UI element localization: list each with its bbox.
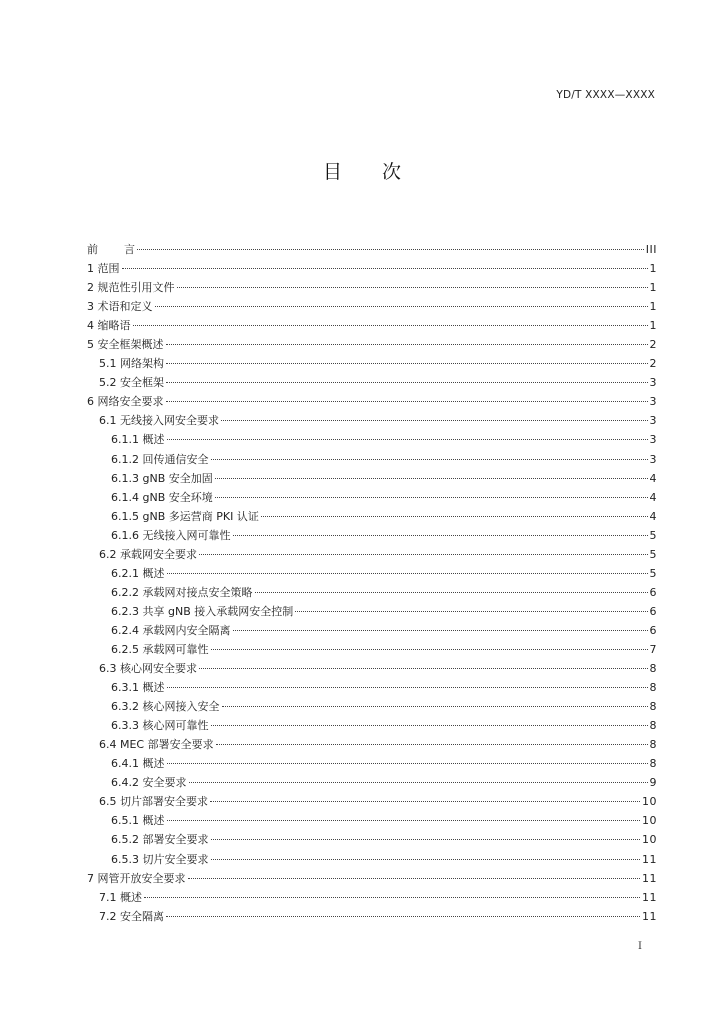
toc-entry[interactable] — [87, 564, 657, 583]
toc-dot-leader — [166, 382, 648, 383]
toc-entry-page: 10 — [642, 833, 657, 847]
toc-entry[interactable] — [87, 297, 657, 316]
toc-entry[interactable] — [87, 240, 657, 259]
toc-entry-label: 6.2 承载网安全要求 — [99, 547, 197, 561]
toc-entry-label: 6.3.2 核心网接入安全 — [111, 700, 220, 714]
toc-entry-label: 7 网管开放安全要求 — [87, 871, 186, 885]
toc-entry-label: 6.1.1 概述 — [111, 433, 165, 447]
toc-dot-leader — [167, 687, 648, 688]
toc-dot-leader — [211, 725, 648, 726]
toc-dot-leader — [221, 420, 648, 421]
toc-entry-label: 6.1 无线接入网安全要求 — [99, 414, 219, 428]
toc-entry-label: 6.2.4 承载网内安全隔离 — [111, 623, 231, 637]
toc-entry[interactable] — [87, 411, 657, 430]
toc-entry-page: 11 — [642, 890, 657, 904]
toc-dot-leader — [211, 859, 641, 860]
toc-dot-leader — [167, 763, 648, 764]
title-char-1: 目 — [322, 161, 342, 183]
toc-entry-page: 2 — [649, 357, 657, 371]
toc-dot-leader — [222, 706, 648, 707]
toc-entry-label: 6.3.3 核心网可靠性 — [111, 719, 209, 733]
toc-entry-page: 4 — [649, 509, 657, 523]
toc-dot-leader — [189, 782, 648, 783]
toc-entry-page: 3 — [649, 376, 657, 390]
toc-entry-page: 1 — [649, 300, 657, 314]
toc-entry[interactable] — [87, 830, 657, 849]
toc-entry[interactable] — [87, 811, 657, 830]
toc-entry[interactable] — [87, 735, 657, 754]
toc-entry-label: 5.1 网络架构 — [99, 357, 164, 371]
toc-entry-label: 7.1 概述 — [99, 890, 142, 904]
toc-entry-page: 10 — [642, 795, 657, 809]
toc-entry[interactable] — [87, 850, 657, 869]
toc-entry-label: 6.5.2 部署安全要求 — [111, 833, 209, 847]
toc-entry[interactable] — [87, 373, 657, 392]
toc-entry-page: 6 — [649, 604, 657, 618]
toc-dot-leader — [215, 478, 648, 479]
toc-entry[interactable] — [87, 697, 657, 716]
toc-entry-label: 6.1.3 gNB 安全加固 — [111, 471, 213, 485]
toc-entry-label: 6.5 切片部署安全要求 — [99, 795, 208, 809]
toc-entry[interactable] — [87, 869, 657, 888]
toc-entry-page: 1 — [649, 319, 657, 333]
toc-entry-page: 8 — [649, 738, 657, 752]
toc-entry-page: 2 — [649, 338, 657, 352]
toc-entry-label: 6.2.2 承载网对接点安全策略 — [111, 585, 253, 599]
toc-dot-leader — [155, 306, 648, 307]
toc-entry-label: 6.4.2 安全要求 — [111, 776, 187, 790]
toc-entry[interactable] — [87, 754, 657, 773]
toc-entry-label: 6.1.6 无线接入网可靠性 — [111, 528, 231, 542]
toc-dot-leader — [166, 344, 648, 345]
toc-entry-page: 5 — [649, 547, 657, 561]
toc-dot-leader — [166, 363, 648, 364]
toc-entry-page: 8 — [649, 757, 657, 771]
toc-entry-page: 10 — [642, 814, 657, 828]
toc-entry[interactable] — [87, 659, 657, 678]
toc-entry-page: 8 — [649, 719, 657, 733]
toc-entry-page: 1 — [649, 281, 657, 295]
toc-entry[interactable] — [87, 716, 657, 735]
standard-code: YD/T XXXX—XXXX — [556, 89, 655, 101]
toc-dot-leader — [216, 744, 648, 745]
toc-entry-label: 6.2.5 承载网可靠性 — [111, 642, 209, 656]
toc-entry-label — [87, 240, 135, 259]
toc-entry[interactable] — [87, 678, 657, 697]
toc-entry[interactable] — [87, 335, 657, 354]
toc-dot-leader — [144, 897, 640, 898]
toc-entry-label: 5.2 安全框架 — [99, 376, 164, 390]
toc-entry-page: 7 — [649, 642, 657, 656]
toc-entry[interactable] — [87, 526, 657, 545]
toc-entry[interactable] — [87, 354, 657, 373]
toc-dot-leader — [177, 287, 648, 288]
toc-entry-page: 11 — [642, 909, 657, 923]
table-of-contents — [87, 240, 657, 926]
toc-entry-page: 8 — [649, 681, 657, 695]
title-char-2: 次 — [382, 161, 402, 183]
footer-page-number: I — [638, 941, 642, 952]
toc-entry-label: 6.3 核心网安全要求 — [99, 662, 197, 676]
toc-entry-label: 6.1.2 回传通信安全 — [111, 452, 209, 466]
toc-entry-page: 8 — [649, 662, 657, 676]
toc-entry-page: 9 — [649, 776, 657, 790]
toc-entry[interactable] — [87, 469, 657, 488]
toc-entry[interactable] — [87, 316, 657, 335]
toc-entry-label: 6.2.3 共享 gNB 接入承载网安全控制 — [111, 604, 294, 618]
toc-entry-label: 3 术语和定义 — [87, 300, 153, 314]
toc-entry-page: 3 — [649, 395, 657, 409]
toc-entry-label: 1 范围 — [87, 262, 120, 276]
toc-dot-leader — [133, 325, 648, 326]
toc-entry[interactable] — [87, 392, 657, 411]
toc-entry[interactable] — [87, 583, 657, 602]
toc-entry-label: 5 安全框架概述 — [87, 338, 164, 352]
toc-entry[interactable] — [87, 792, 657, 811]
toc-entry-page: 5 — [649, 566, 657, 580]
toc-entry-label-part: 言 — [124, 243, 135, 256]
toc-entry-page: 8 — [649, 700, 657, 714]
toc-entry-page: 5 — [649, 528, 657, 542]
toc-entry[interactable] — [87, 907, 657, 926]
toc-entry[interactable] — [87, 430, 657, 449]
toc-entry-label: 4 缩略语 — [87, 319, 131, 333]
toc-dot-leader — [233, 535, 648, 536]
toc-dot-leader — [211, 649, 648, 650]
toc-dot-leader — [233, 630, 648, 631]
toc-dot-leader — [210, 801, 640, 802]
toc-dot-leader — [188, 878, 641, 879]
toc-dot-leader — [167, 573, 648, 574]
toc-dot-leader — [215, 497, 648, 498]
toc-entry-label-part: 前 — [87, 243, 98, 256]
toc-dot-leader — [199, 668, 648, 669]
toc-dot-leader — [295, 611, 647, 612]
toc-dot-leader — [211, 459, 648, 460]
toc-entry[interactable] — [87, 507, 657, 526]
toc-entry[interactable] — [87, 278, 657, 297]
toc-entry[interactable] — [87, 888, 657, 907]
toc-entry-label: 6.5.3 切片安全要求 — [111, 852, 209, 866]
toc-entry-page: 6 — [649, 585, 657, 599]
toc-entry-page: 4 — [649, 490, 657, 504]
toc-entry-label: 6.3.1 概述 — [111, 681, 165, 695]
toc-entry[interactable] — [87, 602, 657, 621]
toc-dot-leader — [211, 839, 641, 840]
toc-entry-label: 6.4.1 概述 — [111, 757, 165, 771]
toc-entry-label: 6.1.4 gNB 安全环境 — [111, 490, 213, 504]
toc-dot-leader — [255, 592, 648, 593]
toc-entry-label: 6.2.1 概述 — [111, 566, 165, 580]
toc-entry[interactable] — [87, 773, 657, 792]
toc-entry[interactable] — [87, 259, 657, 278]
toc-entry[interactable] — [87, 488, 657, 507]
toc-entry-label: 2 规范性引用文件 — [87, 281, 175, 295]
toc-entry[interactable] — [87, 621, 657, 640]
toc-entry-page: 11 — [642, 852, 657, 866]
toc-entry-page: 11 — [642, 871, 657, 885]
toc-dot-leader — [166, 401, 648, 402]
toc-entry-page: 3 — [649, 433, 657, 447]
toc-entry-page: 6 — [649, 623, 657, 637]
toc-entry-page: 3 — [649, 414, 657, 428]
toc-entry[interactable] — [87, 545, 657, 564]
toc-dot-leader — [261, 516, 648, 517]
toc-entry-label: 7.2 安全隔离 — [99, 909, 164, 923]
toc-entry-label: 6 网络安全要求 — [87, 395, 164, 409]
toc-entry[interactable] — [87, 640, 657, 659]
toc-dot-leader — [137, 249, 644, 250]
toc-dot-leader — [122, 268, 648, 269]
toc-entry-page: 1 — [649, 262, 657, 276]
toc-entry-page: 3 — [649, 452, 657, 466]
toc-entry-page: III — [645, 243, 657, 256]
toc-dot-leader — [167, 820, 641, 821]
toc-entry-page: 4 — [649, 471, 657, 485]
page-title — [0, 157, 724, 184]
toc-dot-leader — [199, 554, 648, 555]
toc-entry[interactable] — [87, 450, 657, 469]
toc-dot-leader — [166, 916, 640, 917]
toc-entry-label: 6.1.5 gNB 多运营商 PKI 认证 — [111, 509, 259, 523]
toc-dot-leader — [167, 439, 648, 440]
toc-entry-label: 6.4 MEC 部署安全要求 — [99, 738, 214, 752]
toc-entry-label: 6.5.1 概述 — [111, 814, 165, 828]
